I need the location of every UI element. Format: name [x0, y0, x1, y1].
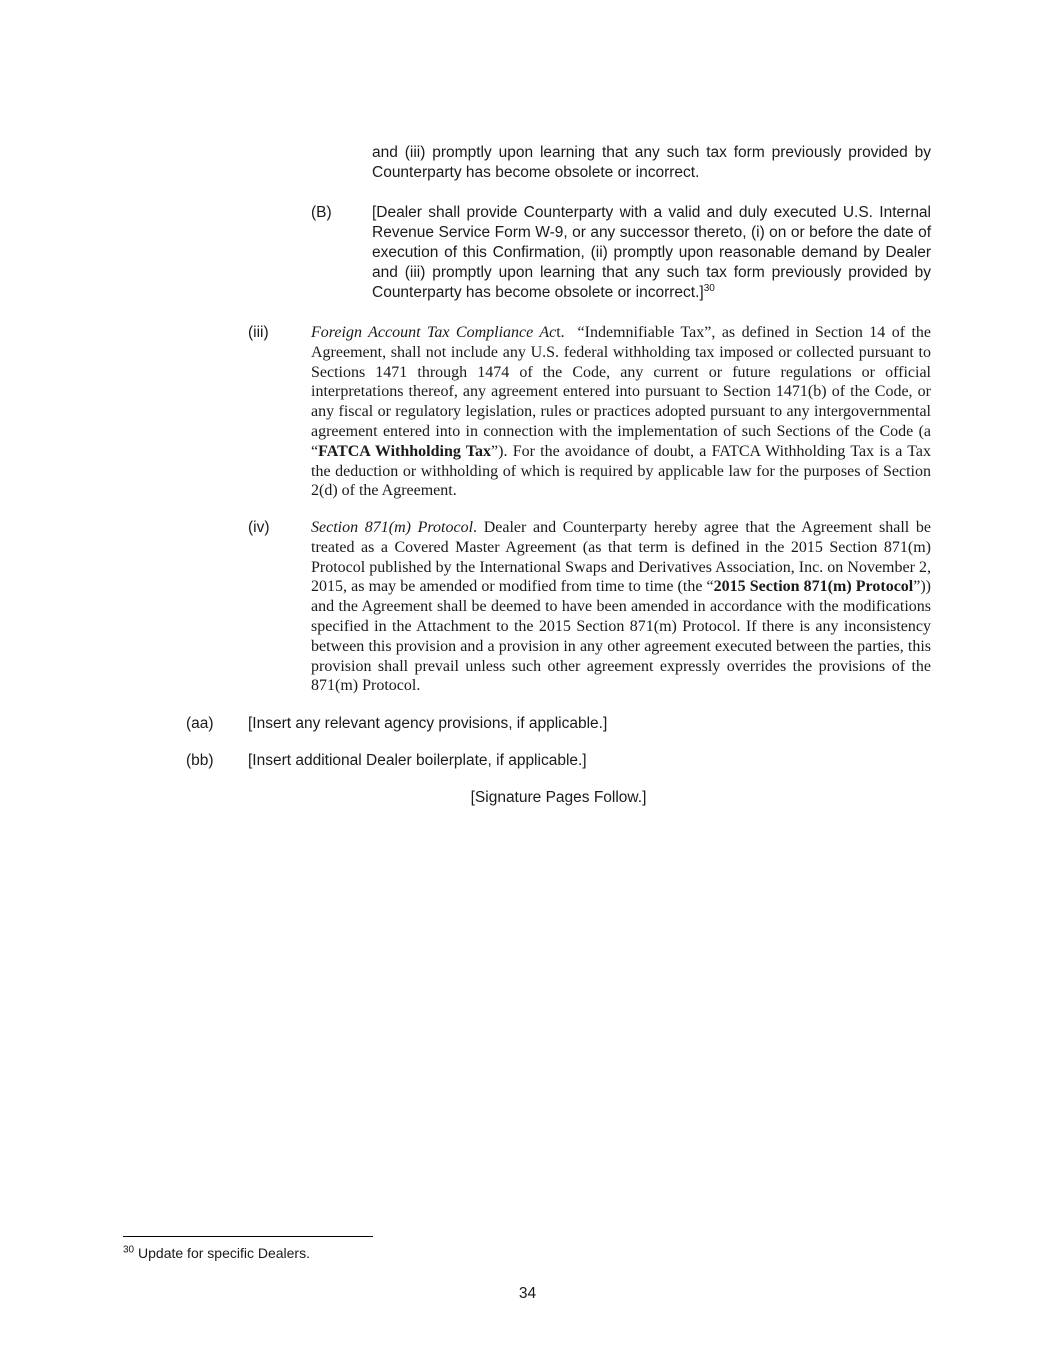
- paragraph-bb-label: (bb): [186, 752, 214, 769]
- paragraph-aa-label: (aa): [186, 715, 214, 732]
- fatca-defined-term: FATCA Withholding Tax: [318, 442, 492, 460]
- protocol-defined-term: 2015 Section 871(m) Protocol: [713, 578, 914, 596]
- paragraph-iii-heading-tail: t.: [556, 324, 565, 341]
- paragraph-b-text: [Dealer shall provide Counterparty with a valid and duly executed U.S. Internal Revenue Service Form W-9, or any successor thereto, (i) on or before the date of execution of this Confirmation, (ii) promptly upon reasonable demand by Dealer and (iii) promptly upon learning that any such tax form previously provided by Counterparty has become obsolete or incorrect.]: [372, 204, 931, 301]
- paragraph-b-label: (B): [311, 204, 332, 221]
- paragraph-iii: [311, 323, 931, 501]
- footnote-reference: 30: [703, 282, 715, 294]
- paragraph-bb-text: [Insert additional Dealer boilerplate, if applicable.]: [248, 752, 587, 769]
- signature-pages-note: [Signature Pages Follow.]: [470, 789, 647, 806]
- paragraph-iv-text-2: ”)) and the Agreement shall be deemed to have been amended in accordance with the modifications specified in the Attachment to the 2015 Section 871(m) Protocol. If there is any inconsistency between this provision and a provision in any other agreement executed between the parties, this provision shall prevail unless such other agreement expressly overrides the provisions of the 871(m) Protocol.: [311, 578, 932, 695]
- paragraph-aa-text: [Insert any relevant agency provisions, if applicable.]: [248, 715, 608, 732]
- paragraph-iv-text-1: . Dealer and Counterparty hereby agree that the Agreement shall be treated as a Covered Master Agreement (as that term is defined in the 2015 Section 871(m) Protocol published by the International Swaps and Derivatives Association, Inc. on November 2, 2015, as may be amended or modified from time to time (the “: [311, 519, 932, 596]
- footnote-number: 30: [123, 1244, 135, 1256]
- paragraph-b: [372, 203, 931, 303]
- footnote: [123, 1244, 310, 1262]
- page-number: 34: [518, 1285, 537, 1302]
- paragraph-a-tail: [372, 143, 931, 183]
- paragraph-iii-text-1: “Indemnifiable Tax”, as defined in Section 14 of the Agreement, shall not include any U.S. federal withholding tax imposed or collected pursuant to Sections 1471 through 1474 of the Code, any current or future regulations or official interpretations thereof, any agreement entered into pursuant to Section 1471(b) of the Code, or any fiscal or regulatory legislation, rules or practices adopted pursuant to any intergovernmental agreement entered into in connection with the implementation of such Sections of the Code (a “: [311, 324, 931, 460]
- paragraph-iv-heading: Section 871(m) Protocol: [311, 519, 474, 536]
- paragraph-a-tail-text: and (iii) promptly upon learning that any such tax form previously provided by Counterparty has become obsolete or incorrect.: [372, 144, 931, 181]
- paragraph-iii-text-2: ”). For the avoidance of doubt, a FATCA Withholding Tax is a Tax the deduction or withholding of which is required by applicable law for the purposes of Section 2(d) of the Agreement.: [311, 442, 932, 500]
- paragraph-iii-heading: Foreign Account Tax Compliance Ac: [311, 324, 557, 341]
- paragraph-iii-label: (iii): [248, 324, 269, 341]
- footnote-text: Update for specific Dealers.: [138, 1245, 310, 1261]
- paragraph-iv-label: (iv): [248, 519, 270, 536]
- paragraph-iv: [311, 518, 931, 696]
- footnote-divider: [123, 1236, 373, 1237]
